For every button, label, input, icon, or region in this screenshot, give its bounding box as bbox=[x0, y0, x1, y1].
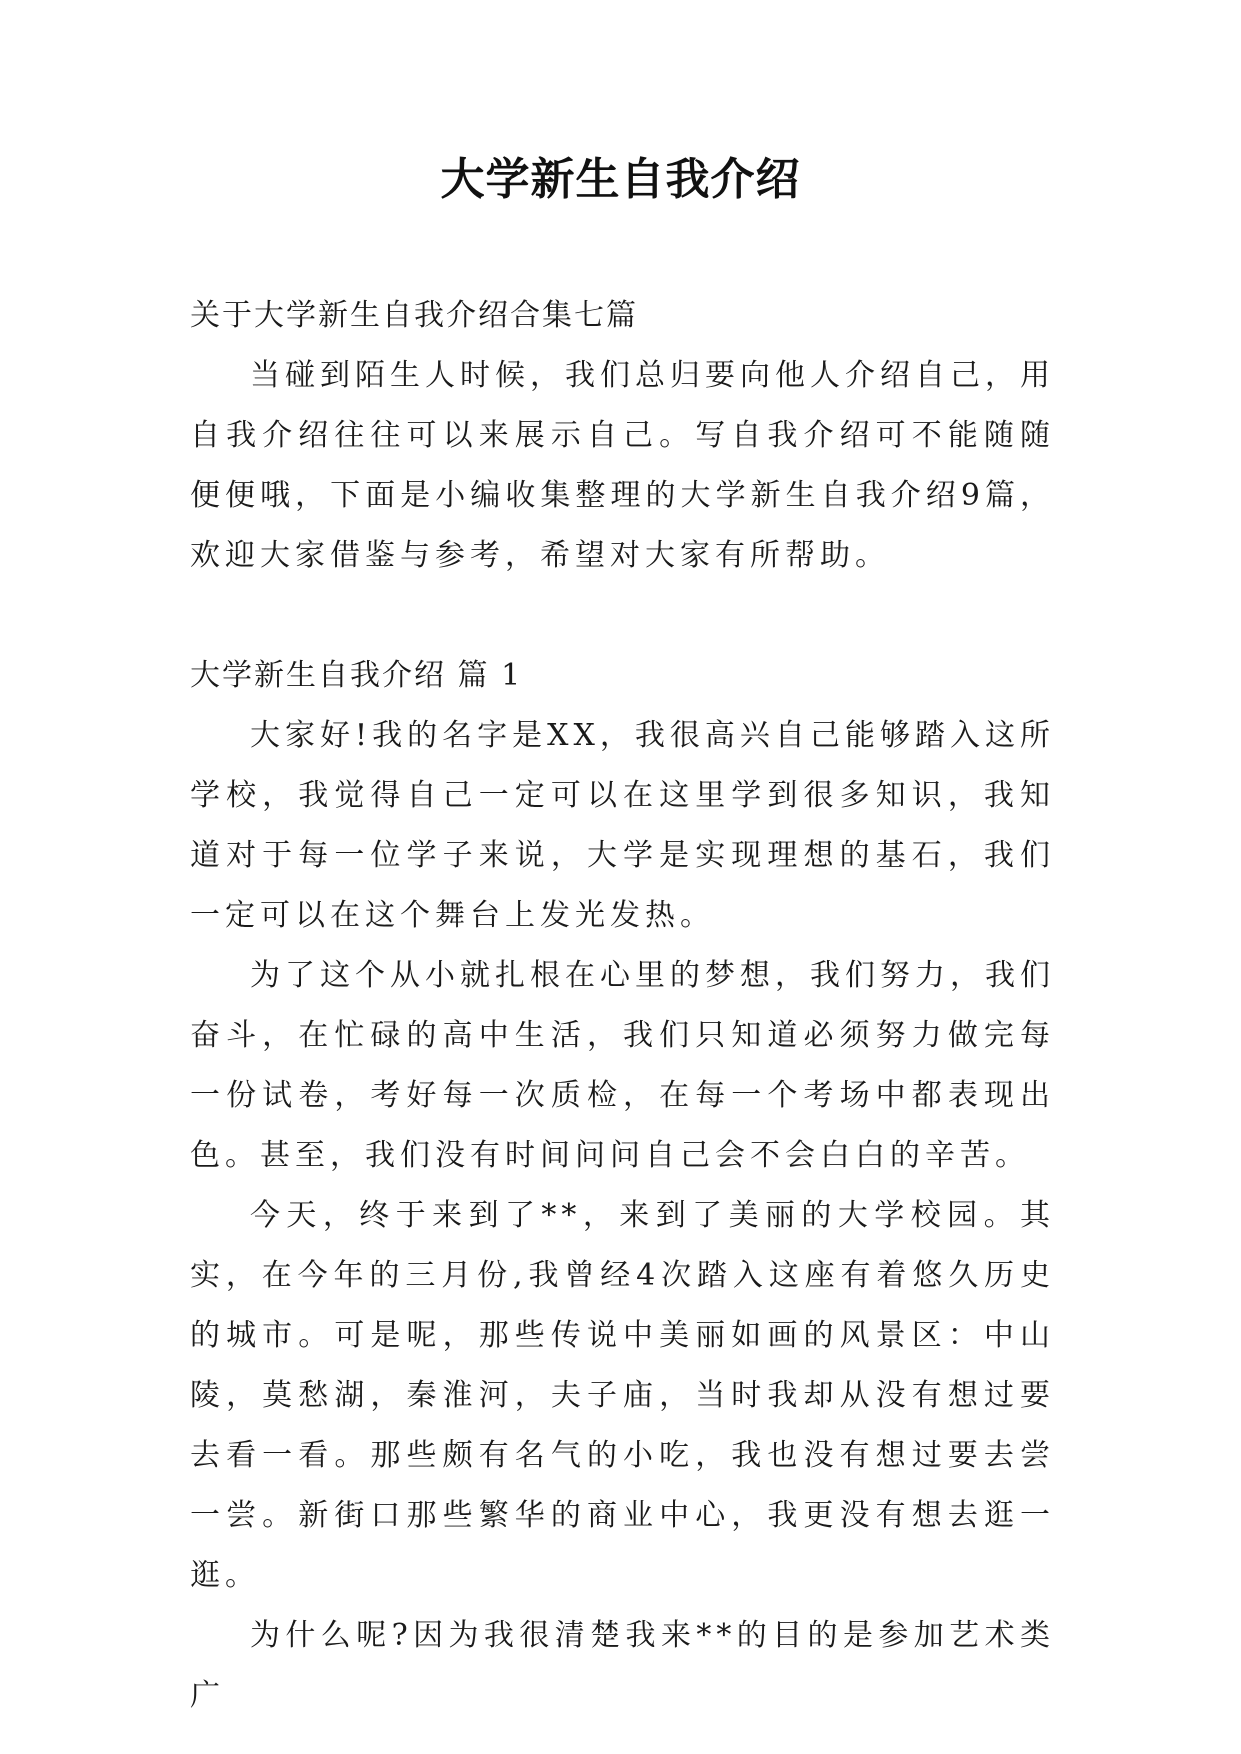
document-body bbox=[190, 286, 1055, 1726]
document-subtitle: 关于大学新生自我介绍合集七篇 bbox=[190, 298, 638, 333]
body-paragraph: 大家好!我的名字是XX，我很高兴自己能够踏入这所学校，我觉得自己一定可以在这里学到很多知识，我知道对于每一位学子来说，大学是实现理想的基石，我们一定可以在这个舞台上发光发热。 bbox=[190, 718, 1055, 933]
intro-paragraph: 当碰到陌生人时候，我们总归要向他人介绍自己，用自我介绍往往可以来展示自己。写自我介绍可不能随随便便哦，下面是小编收集整理的大学新生自我介绍9篇，欢迎大家借鉴与参考，希望对大家有所帮助。 bbox=[190, 358, 1055, 573]
section-spacer bbox=[190, 586, 1055, 646]
section-heading: 大学新生自我介绍 篇 1 bbox=[190, 658, 523, 693]
body-paragraph: 为了这个从小就扎根在心里的梦想，我们努力，我们奋斗，在忙碌的高中生活，我们只知道必须努力做完每一份试卷，考好每一次质检，在每一个考场中都表现出色。甚至，我们没有时间问问自己会不会白白的辛苦。 bbox=[190, 958, 1055, 1173]
body-paragraph: 为什么呢?因为我很清楚我来**的目的是参加艺术类广 bbox=[190, 1618, 1055, 1713]
body-paragraph: 今天，终于来到了**，来到了美丽的大学校园。其实，在今年的三月份,我曾经4次踏入这座有着悠久历史的城市。可是呢，那些传说中美丽如画的风景区：中山陵，莫愁湖，秦淮河，夫子庙，当时我却从没有想过要去看一看。那些颇有名气的小吃，我也没有想过要去尝一尝。新街口那些繁华的商业中心，我更没有想去逛一逛。 bbox=[190, 1198, 1055, 1593]
document-title: 大学新生自我介绍 bbox=[440, 154, 801, 205]
